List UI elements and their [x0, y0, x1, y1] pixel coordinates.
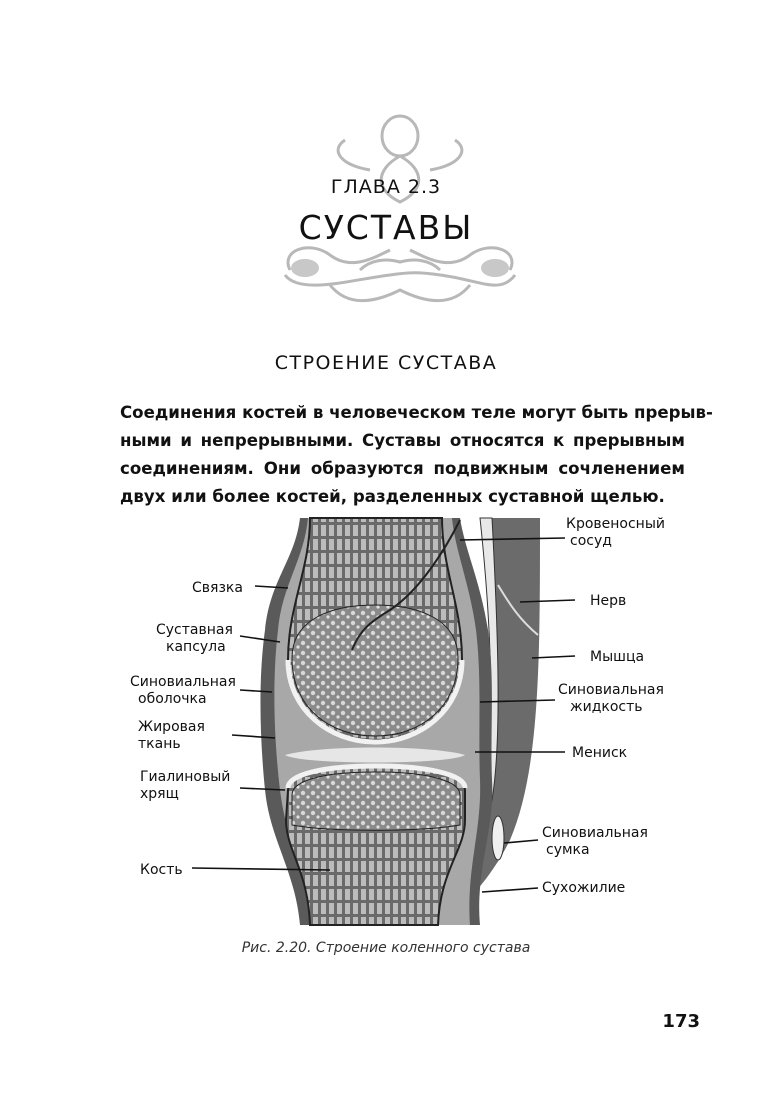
label-ligament: Связка — [192, 580, 243, 596]
label-cartilage-1: Гиалиновый — [140, 769, 231, 785]
label-fat-1: Жировая — [138, 719, 205, 735]
label-bursa-2: сумка — [546, 842, 590, 858]
label-bursa-1: Синовиальная — [542, 825, 648, 841]
page-number: 173 — [662, 1011, 700, 1032]
section-title: СТРОЕНИЕ СУСТАВА — [274, 352, 498, 374]
label-nerve: Нерв — [590, 593, 627, 609]
intro-paragraph — [120, 399, 713, 511]
label-synovial-fluid-2: жидкость — [570, 699, 643, 715]
label-synovial-fluid-1: Синовиальная — [558, 682, 664, 698]
chapter-label: ГЛАВА 2.3 — [330, 176, 442, 198]
intro-line: соединениям. Они образуются подвижным сочленением — [120, 459, 685, 478]
knee-joint-diagram — [120, 510, 720, 930]
label-cartilage-2: хрящ — [140, 786, 179, 802]
label-bone: Кость — [140, 862, 183, 878]
intro-line: Соединения костей в человеческом теле могут быть прерыв- — [120, 403, 713, 422]
label-meniscus: Мениск — [572, 745, 628, 761]
label-tendon: Сухожилие — [542, 880, 626, 896]
label-vessel-2: сосуд — [570, 533, 612, 549]
chapter-title: СУСТАВЫ — [298, 208, 474, 247]
figure-caption: Рис. 2.20. Строение коленного сустава — [241, 940, 531, 956]
label-vessel-1: Кровеносный — [566, 516, 665, 532]
label-capsule-1: Суставная — [156, 622, 233, 638]
label-muscle: Мышца — [590, 649, 645, 665]
intro-line: ными и непрерывными. Суставы относятся к прерывным — [120, 431, 685, 450]
label-synovial-membrane-1: Синовиальная — [130, 674, 236, 690]
label-synovial-membrane-2: оболочка — [138, 691, 207, 707]
label-capsule-2: капсула — [166, 639, 226, 655]
label-fat-2: ткань — [138, 736, 181, 752]
intro-line: двух или более костей, разделенных суставной щелью. — [120, 487, 665, 506]
